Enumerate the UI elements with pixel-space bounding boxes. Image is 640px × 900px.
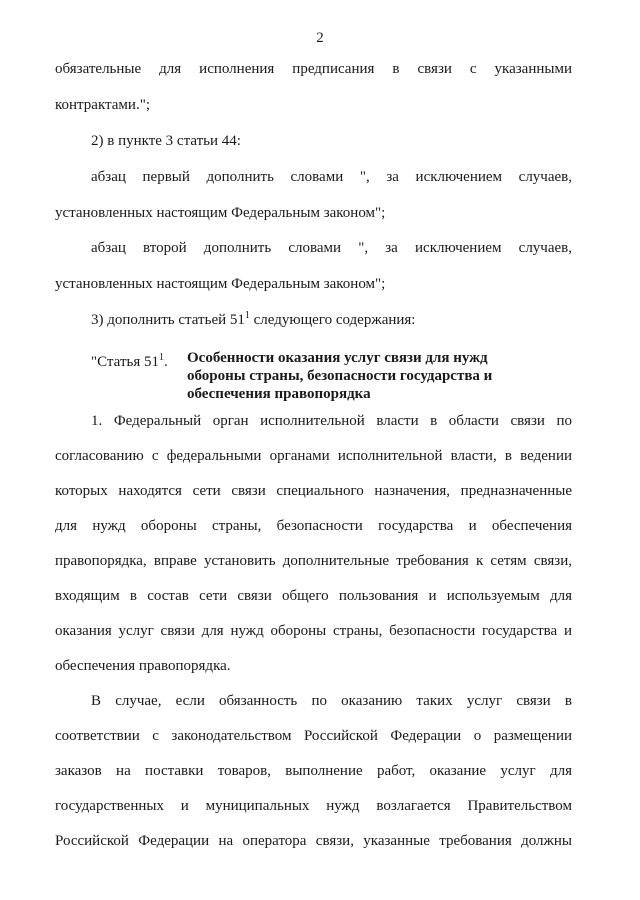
article-title-line: Особенности оказания услуг связи для нужд [187, 350, 488, 366]
article-heading-prefix [91, 349, 168, 371]
list-item-3 [91, 311, 415, 329]
body-line: правопорядка, вправе установить дополнительные требования к сетям связи, [55, 553, 572, 569]
text-line: установленных настоящим Федеральным законом"; [55, 276, 386, 292]
article-label-dot: . [163, 354, 168, 370]
body-line: 1. Федеральный орган исполнительной власти в области связи по [91, 413, 572, 429]
item3-text-after: следующего содержания: [249, 312, 416, 328]
body-line: заказов на поставки товаров, выполнение работ, оказание услуг для [55, 763, 572, 779]
text-line: установленных настоящим Федеральным законом"; [55, 205, 386, 221]
body-line: Российской Федерации на оператора связи, указанные требования должны [55, 833, 572, 849]
article-title-line: обороны страны, безопасности государства и [187, 368, 493, 384]
body-line: обеспечения правопорядка. [55, 658, 231, 674]
text-line: абзац первый дополнить словами ", за исключением случаев, [91, 169, 572, 185]
body-line: которых находятся сети связи специального назначения, предназначенные [55, 483, 572, 499]
item3-text: 3) дополнить статьей 51 [91, 312, 245, 328]
article-superscript: 1 [158, 352, 164, 363]
page-number: 2 [316, 30, 324, 46]
list-item-2: 2) в пункте 3 статьи 44: [91, 133, 241, 149]
article-title-line: обеспечения правопорядка [187, 386, 371, 402]
text-line: обязательные для исполнения предписания в связи с указанными [55, 61, 572, 77]
item3-superscript: 1 [244, 310, 250, 321]
text-line: контрактами."; [55, 97, 150, 113]
body-line: согласованию с федеральными органами исполнительной власти, в ведении [55, 448, 572, 464]
body-line: для нужд обороны страны, безопасности государства и обеспечения [55, 518, 572, 534]
article-label: "Статья 51 [91, 354, 159, 370]
body-line: соответствии с законодательством Российской Федерации о размещении [55, 728, 572, 744]
text-line: абзац второй дополнить словами ", за исключением случаев, [91, 240, 572, 256]
body-line: В случае, если обязанность по оказанию таких услуг связи в [91, 693, 572, 709]
body-line: государственных и муниципальных нужд возлагается Правительством [55, 798, 572, 814]
body-line: входящим в состав сети связи общего пользования и используемым для [55, 588, 572, 604]
body-line: оказания услуг связи для нужд обороны страны, безопасности государства и [55, 623, 572, 639]
